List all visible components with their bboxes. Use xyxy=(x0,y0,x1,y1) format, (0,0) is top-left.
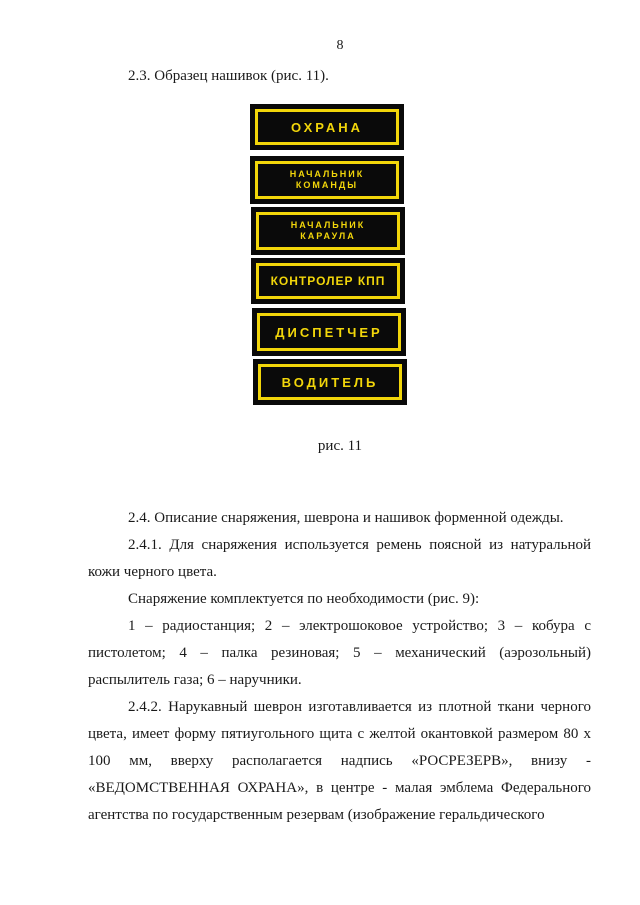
patch-border xyxy=(255,161,399,199)
paragraph-2-4-2: 2.4.2. Нарукавный шеврон изготавливается из плотной ткани черного цвета, имеет форму пятиугольного щита с желтой окантовкой размером 80 х 100 мм, вверху располагается надпись «РОСРЕЗЕРВ», внизу - «ВЕДОМСТВЕННАЯ ОХРАНА», в центре - малая эмблема Федерального агентства по государственным резервам (изображение геральдического xyxy=(88,699,591,823)
patch-border xyxy=(258,364,402,400)
patch-nachalnik-komandy xyxy=(250,156,404,204)
patch-label: НАЧАЛЬНИК xyxy=(290,220,366,230)
patch-kontroler-kpp xyxy=(251,258,405,304)
patch-voditel xyxy=(253,359,407,405)
patch-label: КАРАУЛА xyxy=(300,231,356,241)
patch-border xyxy=(257,313,401,351)
patch-okhrana xyxy=(250,104,404,150)
patch-label: ОХРАНА xyxy=(291,119,363,135)
page-number: 8 xyxy=(336,38,344,53)
figure-caption: рис. 11 xyxy=(317,438,363,454)
patch-label: КОМАНДЫ xyxy=(295,180,359,190)
patch-label: КОНТРОЛЕР КПП xyxy=(270,274,386,288)
patch-dispetcher xyxy=(252,308,406,356)
patch-label: ВОДИТЕЛЬ xyxy=(281,374,379,390)
patch-figure xyxy=(250,104,408,406)
paragraph-equipment-list: 1 – радиостанция; 2 – электрошоковое устройство; 3 – кобура с пистолетом; 4 – палка резиновая; 5 – механический (аэрозольный) распылитель газа; 6 – наручники. xyxy=(88,618,591,688)
paragraph-equipment: Снаряжение комплектуется по необходимости (рис. 9): xyxy=(128,591,480,607)
patch-border xyxy=(256,263,400,299)
paragraph-2-4: 2.4. Описание снаряжения, шеврона и нашивок форменной одежды. xyxy=(128,510,564,526)
patch-border xyxy=(255,109,399,145)
patch-label: НАЧАЛЬНИК xyxy=(289,169,365,179)
patch-border xyxy=(256,212,400,250)
patch-label: ДИСПЕТЧЕР xyxy=(275,324,383,340)
paragraph-2-4-1: 2.4.1. Для снаряжения используется ремень поясной из натуральной кожи черного цвета. xyxy=(88,537,591,580)
patch-nachalnik-karaula xyxy=(251,207,405,255)
section-heading: 2.3. Образец нашивок (рис. 11). xyxy=(128,68,329,84)
